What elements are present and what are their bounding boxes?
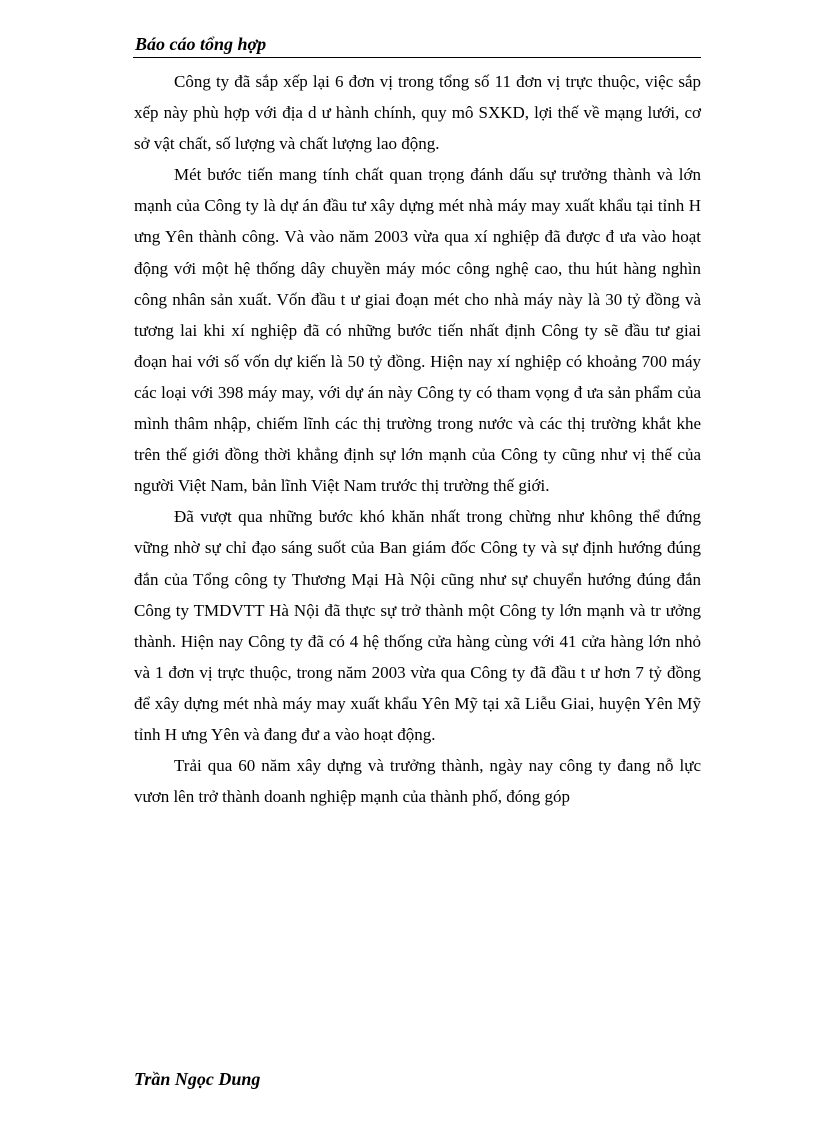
footer-author: Trần Ngọc Dung (134, 1069, 261, 1089)
paragraph: Công ty đã sắp xếp lại 6 đơn vị trong tổng số 11 đơn vị trực thuộc, việc sắp xếp này phù hợp với địa d ư hành chính, quy mô SXKD, lợi thế về mạng lưới, cơ sở vật chất, số lượng và chất lượng lao động. (134, 72, 701, 154)
paragraph: Trải qua 60 năm xây dựng và trưởng thành, ngày nay công ty đang nỗ lực vươn lên trở thành doanh nghiệp mạnh của thành phố, đóng góp (134, 756, 701, 807)
page-header (133, 32, 701, 58)
paragraph: Đã vượt qua những bước khó khăn nhất trong chừng như không thể đứng vững nhờ sự chỉ đạo sáng suốt của Ban giám đốc Công ty và sự định hướng đúng đắn của Tổng công ty Thương Mại Hà Nội cũng như sự chuyển hướng đúng đắn Công ty TMDVTT Hà Nội đã thực sự trở thành một Công ty lớn mạnh và tr ưởng thành. Hiện nay Công ty đã có 4 hệ thống cửa hàng cùng với 41 cửa hàng lớn nhỏ và 1 đơn vị trực thuộc, trong năm 2003 vừa qua Công ty đã đầu t ư hơn 7 tỷ đồng để xây dựng mét nhà máy may xuất khẩu Yên Mỹ tại xã Liễu Giai, huyện Yên Mỹ tỉnh H ưng Yên và đang đư a vào hoạt động. (134, 507, 701, 744)
paragraph: Mét bước tiến mang tính chất quan trọng đánh dấu sự trưởng thành và lớn mạnh của Công ty là dự án đầu tư xây dựng mét nhà máy may xuất khẩu tại tỉnh H ưng Yên thành công. Và vào năm 2003 vừa qua xí nghiệp đã được đ ưa vào hoạt động với một hệ thống dây chuyền máy móc công nghệ cao, thu hút hàng nghìn công nhân sản xuất. Vốn đầu t ư giai đoạn mét cho nhà máy này là 30 tỷ đồng và tương lai khi xí nghiệp đã có những bước tiến nhất định Công ty sẽ đầu tư giai đoạn hai với số vốn dự kiến là 50 tỷ đồng. Hiện nay xí nghiệp có khoảng 700 máy các loại với 398 máy may, với dự án này Công ty có tham vọng đ ưa sản phẩm của mình thâm nhập, chiếm lĩnh các thị trường trong nước và các thị trường khắt khe trên thế giới đồng thời khẳng định sự lớn mạnh của Công ty cũng như vị thế của người Việt Nam, bản lĩnh Việt Nam trước thị trường thế giới. (134, 165, 701, 496)
document-body (134, 66, 701, 812)
header-title: Báo cáo tổng hợp (135, 34, 267, 54)
